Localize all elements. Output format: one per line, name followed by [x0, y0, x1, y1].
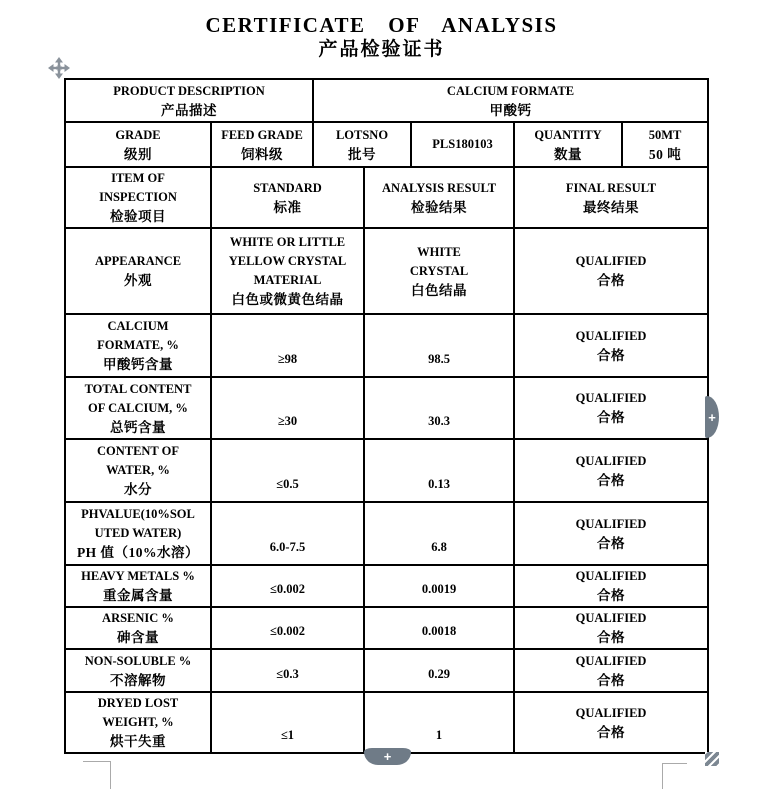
cell-text: QUALIFIED [575, 611, 647, 625]
cell-text: PHVALUE(10%SOL [81, 507, 195, 521]
cell-text: INSPECTION [99, 190, 177, 204]
cell-text: 6.8 [431, 540, 447, 554]
table-move-handle[interactable] [47, 56, 71, 80]
cell-text: HEAVY METALS % [81, 569, 195, 583]
cell-header-standard[interactable] [211, 167, 364, 228]
cell-standard-heavy-metals[interactable] [211, 565, 364, 607]
cell-text-zh: 批号 [348, 146, 376, 162]
cell-item-arsenic[interactable] [65, 607, 211, 649]
cell-text: FORMATE, % [97, 338, 179, 352]
cell-text-zh: 重金属含量 [103, 588, 173, 603]
cell-text: QUANTITY [534, 127, 602, 142]
cell-text: WHITE [417, 244, 461, 259]
cell-text: YELLOW CRYSTAL [228, 254, 347, 268]
cell-text: 1 [435, 728, 443, 742]
cell-text: QUALIFIED [575, 705, 647, 720]
row-dried-loss-weight [65, 692, 708, 753]
cell-text: ≤0.002 [270, 624, 305, 638]
cell-text: FINAL RESULT [565, 180, 657, 195]
cell-text: MATERIAL [253, 273, 322, 287]
cell-result-appearance[interactable] [364, 228, 514, 314]
cell-text-zh: 合格 [597, 410, 626, 425]
cell-final-calcium-formate[interactable] [514, 314, 708, 377]
document-title-block [0, 12, 763, 62]
cell-text: ANALYSIS RESULT [381, 180, 497, 195]
cell-result-total-calcium[interactable] [364, 377, 514, 439]
cell-text-zh: 白色或微黄色结晶 [231, 292, 344, 307]
cell-text: 0.0019 [421, 582, 457, 596]
cell-text: ARSENIC % [102, 611, 174, 625]
cell-text: PLS180103 [432, 137, 493, 151]
cell-text-zh: 外观 [124, 273, 152, 288]
cell-text-zh: 标准 [273, 199, 302, 215]
cell-text-zh: 最终结果 [583, 199, 640, 215]
cell-item-non-soluble[interactable] [65, 649, 211, 692]
cell-text: ≤1 [280, 728, 295, 742]
cell-text: 98.5 [428, 352, 450, 366]
cell-result-arsenic[interactable] [364, 607, 514, 649]
cell-text: 0.13 [428, 477, 450, 491]
cell-text: WHITE OR LITTLE [229, 235, 346, 249]
cell-text: WEIGHT, % [102, 715, 174, 729]
row-arsenic [65, 607, 708, 649]
cell-item-heavy-metals[interactable] [65, 565, 211, 607]
cell-result-calcium-formate[interactable] [364, 314, 514, 377]
cell-text: LOTSNO [335, 127, 389, 142]
cell-text: UTED WATER) [94, 526, 182, 540]
cell-text: GRADE [115, 127, 161, 142]
cell-text: ≤0.5 [276, 477, 299, 491]
cell-text: QUALIFIED [575, 391, 647, 405]
expand-bottom-button[interactable] [364, 748, 411, 765]
cell-text: DRYED LOST [97, 696, 179, 710]
cell-text-zh: 饲料级 [241, 146, 283, 162]
cell-standard-calcium-formate[interactable] [211, 314, 364, 377]
move-arrows-icon [47, 56, 71, 80]
cell-text: QUALIFIED [575, 453, 647, 468]
expand-right-button[interactable] [705, 396, 719, 438]
row-water-content [65, 439, 708, 502]
cell-text: ITEM OF [111, 171, 165, 185]
plus-icon: + [383, 749, 392, 764]
cell-text-zh: 合格 [597, 273, 626, 288]
cell-text-zh: 甲酸钙含量 [103, 357, 173, 372]
cell-text: 50MT [648, 127, 682, 142]
cell-final-water[interactable] [514, 439, 708, 502]
cell-final-arsenic[interactable] [514, 607, 708, 649]
cell-text: CRYSTAL [409, 263, 469, 278]
row-column-headers [65, 167, 708, 228]
cell-final-ph[interactable] [514, 502, 708, 565]
cell-text: ≥98 [277, 352, 298, 366]
cell-text: QUALIFIED [575, 328, 647, 343]
row-appearance [65, 228, 708, 314]
cell-lot-number[interactable] [411, 122, 514, 167]
cell-product-description-label[interactable] [65, 79, 313, 122]
table-resize-handle[interactable] [705, 752, 719, 766]
cell-product-name[interactable] [313, 79, 708, 122]
cell-text-zh: 合格 [597, 724, 626, 740]
cell-standard-water[interactable] [211, 439, 364, 502]
cell-final-heavy-metals[interactable] [514, 565, 708, 607]
cell-text: QUALIFIED [575, 569, 647, 583]
cell-text: CALCIUM [107, 319, 169, 333]
cell-standard-appearance[interactable] [211, 228, 364, 314]
cell-standard-total-calcium[interactable] [211, 377, 364, 439]
title-english[interactable]: CERTIFICATE OF ANALYSIS [205, 13, 558, 37]
cell-result-ph[interactable] [364, 502, 514, 565]
cell-text-zh: 50 吨 [648, 146, 682, 162]
cell-text: 0.0018 [421, 624, 457, 638]
cell-header-item[interactable] [65, 167, 211, 228]
cell-final-dried-loss[interactable] [514, 692, 708, 753]
cell-text-zh: 水分 [124, 482, 152, 497]
cell-text: ≤0.002 [270, 582, 305, 596]
cell-text: FEED GRADE [221, 127, 303, 142]
plus-icon: + [708, 409, 716, 425]
cell-text-zh: 合格 [597, 472, 626, 488]
cell-text-zh: 检验项目 [110, 209, 166, 224]
cell-result-non-soluble[interactable] [364, 649, 514, 692]
row-grade-lot-quantity [65, 122, 708, 167]
cell-text: ≥30 [277, 414, 298, 428]
cell-text: QUALIFIED [575, 653, 647, 668]
cell-quantity-value[interactable] [622, 122, 708, 167]
title-chinese[interactable]: 产品检验证书 [318, 39, 445, 60]
cell-text-zh: 合格 [597, 588, 626, 603]
cell-text: QUALIFIED [575, 254, 647, 268]
cell-text-zh: 检验结果 [411, 199, 467, 215]
cell-text-zh: 总钙含量 [110, 419, 166, 435]
cell-text-zh: 甲酸钙 [489, 102, 532, 118]
cell-text: OF CALCIUM, % [88, 400, 188, 415]
cell-text: WATER, % [106, 463, 170, 477]
cell-item-total-calcium[interactable] [65, 377, 211, 439]
cell-text-zh: 数量 [554, 146, 582, 162]
row-ph-value [65, 502, 708, 565]
cell-text-zh: 合格 [597, 630, 626, 645]
cell-text-zh: 级别 [124, 146, 152, 162]
cell-standard-ph[interactable] [211, 502, 364, 565]
cell-text-zh: 产品描述 [161, 102, 217, 118]
cell-item-calcium-formate[interactable] [65, 314, 211, 377]
cell-text-zh: 合格 [597, 347, 626, 363]
cell-header-final[interactable] [514, 167, 708, 228]
cell-text: PRODUCT DESCRIPTION [113, 83, 265, 98]
cell-quantity-label[interactable] [514, 122, 622, 167]
row-product-description [65, 79, 708, 122]
cell-text: ≤0.3 [276, 667, 299, 681]
cell-text: APPEARANCE [94, 254, 182, 268]
cell-text-zh: 砷含量 [117, 630, 159, 645]
cell-result-water[interactable] [364, 439, 514, 502]
cell-text-zh: PH 值（10%水溶） [76, 545, 200, 560]
cell-text-zh: 烘干失重 [110, 734, 166, 749]
cell-final-total-calcium[interactable] [514, 377, 708, 439]
margin-crop-mark-bottom-right [662, 763, 687, 789]
cell-text: 0.29 [428, 667, 450, 681]
margin-crop-mark-bottom-left [83, 761, 111, 789]
row-calcium-formate [65, 314, 708, 377]
cell-text: NON-SOLUBLE % [84, 653, 192, 668]
cell-text: CONTENT OF [96, 444, 180, 458]
cell-text: QUALIFIED [575, 516, 647, 531]
cell-final-appearance[interactable] [514, 228, 708, 314]
cell-result-dried-loss[interactable] [364, 692, 514, 753]
cell-item-appearance[interactable] [65, 228, 211, 314]
cell-header-analysis[interactable] [364, 167, 514, 228]
row-total-calcium [65, 377, 708, 439]
row-heavy-metals [65, 565, 708, 607]
cell-grade-label[interactable] [65, 122, 211, 167]
cell-final-non-soluble[interactable] [514, 649, 708, 692]
cell-item-ph[interactable] [65, 502, 211, 565]
cell-text-zh: 不溶解物 [110, 672, 166, 688]
row-non-soluble [65, 649, 708, 692]
cell-text: STANDARD [253, 180, 322, 195]
cell-grade-value[interactable] [211, 122, 313, 167]
cell-text: CALCIUM FORMATE [446, 83, 575, 98]
certificate-table [64, 78, 709, 754]
cell-text-zh: 合格 [597, 535, 626, 551]
cell-standard-arsenic[interactable] [211, 607, 364, 649]
cell-item-dried-loss[interactable] [65, 692, 211, 753]
cell-text: 30.3 [428, 414, 450, 428]
cell-text-zh: 合格 [597, 672, 626, 688]
cell-standard-dried-loss[interactable] [211, 692, 364, 753]
cell-item-water[interactable] [65, 439, 211, 502]
cell-text-zh: 白色结晶 [411, 282, 467, 298]
cell-lot-label[interactable] [313, 122, 411, 167]
cell-standard-non-soluble[interactable] [211, 649, 364, 692]
cell-text: 6.0-7.5 [269, 540, 306, 554]
cell-text: TOTAL CONTENT [84, 381, 192, 396]
cell-result-heavy-metals[interactable] [364, 565, 514, 607]
